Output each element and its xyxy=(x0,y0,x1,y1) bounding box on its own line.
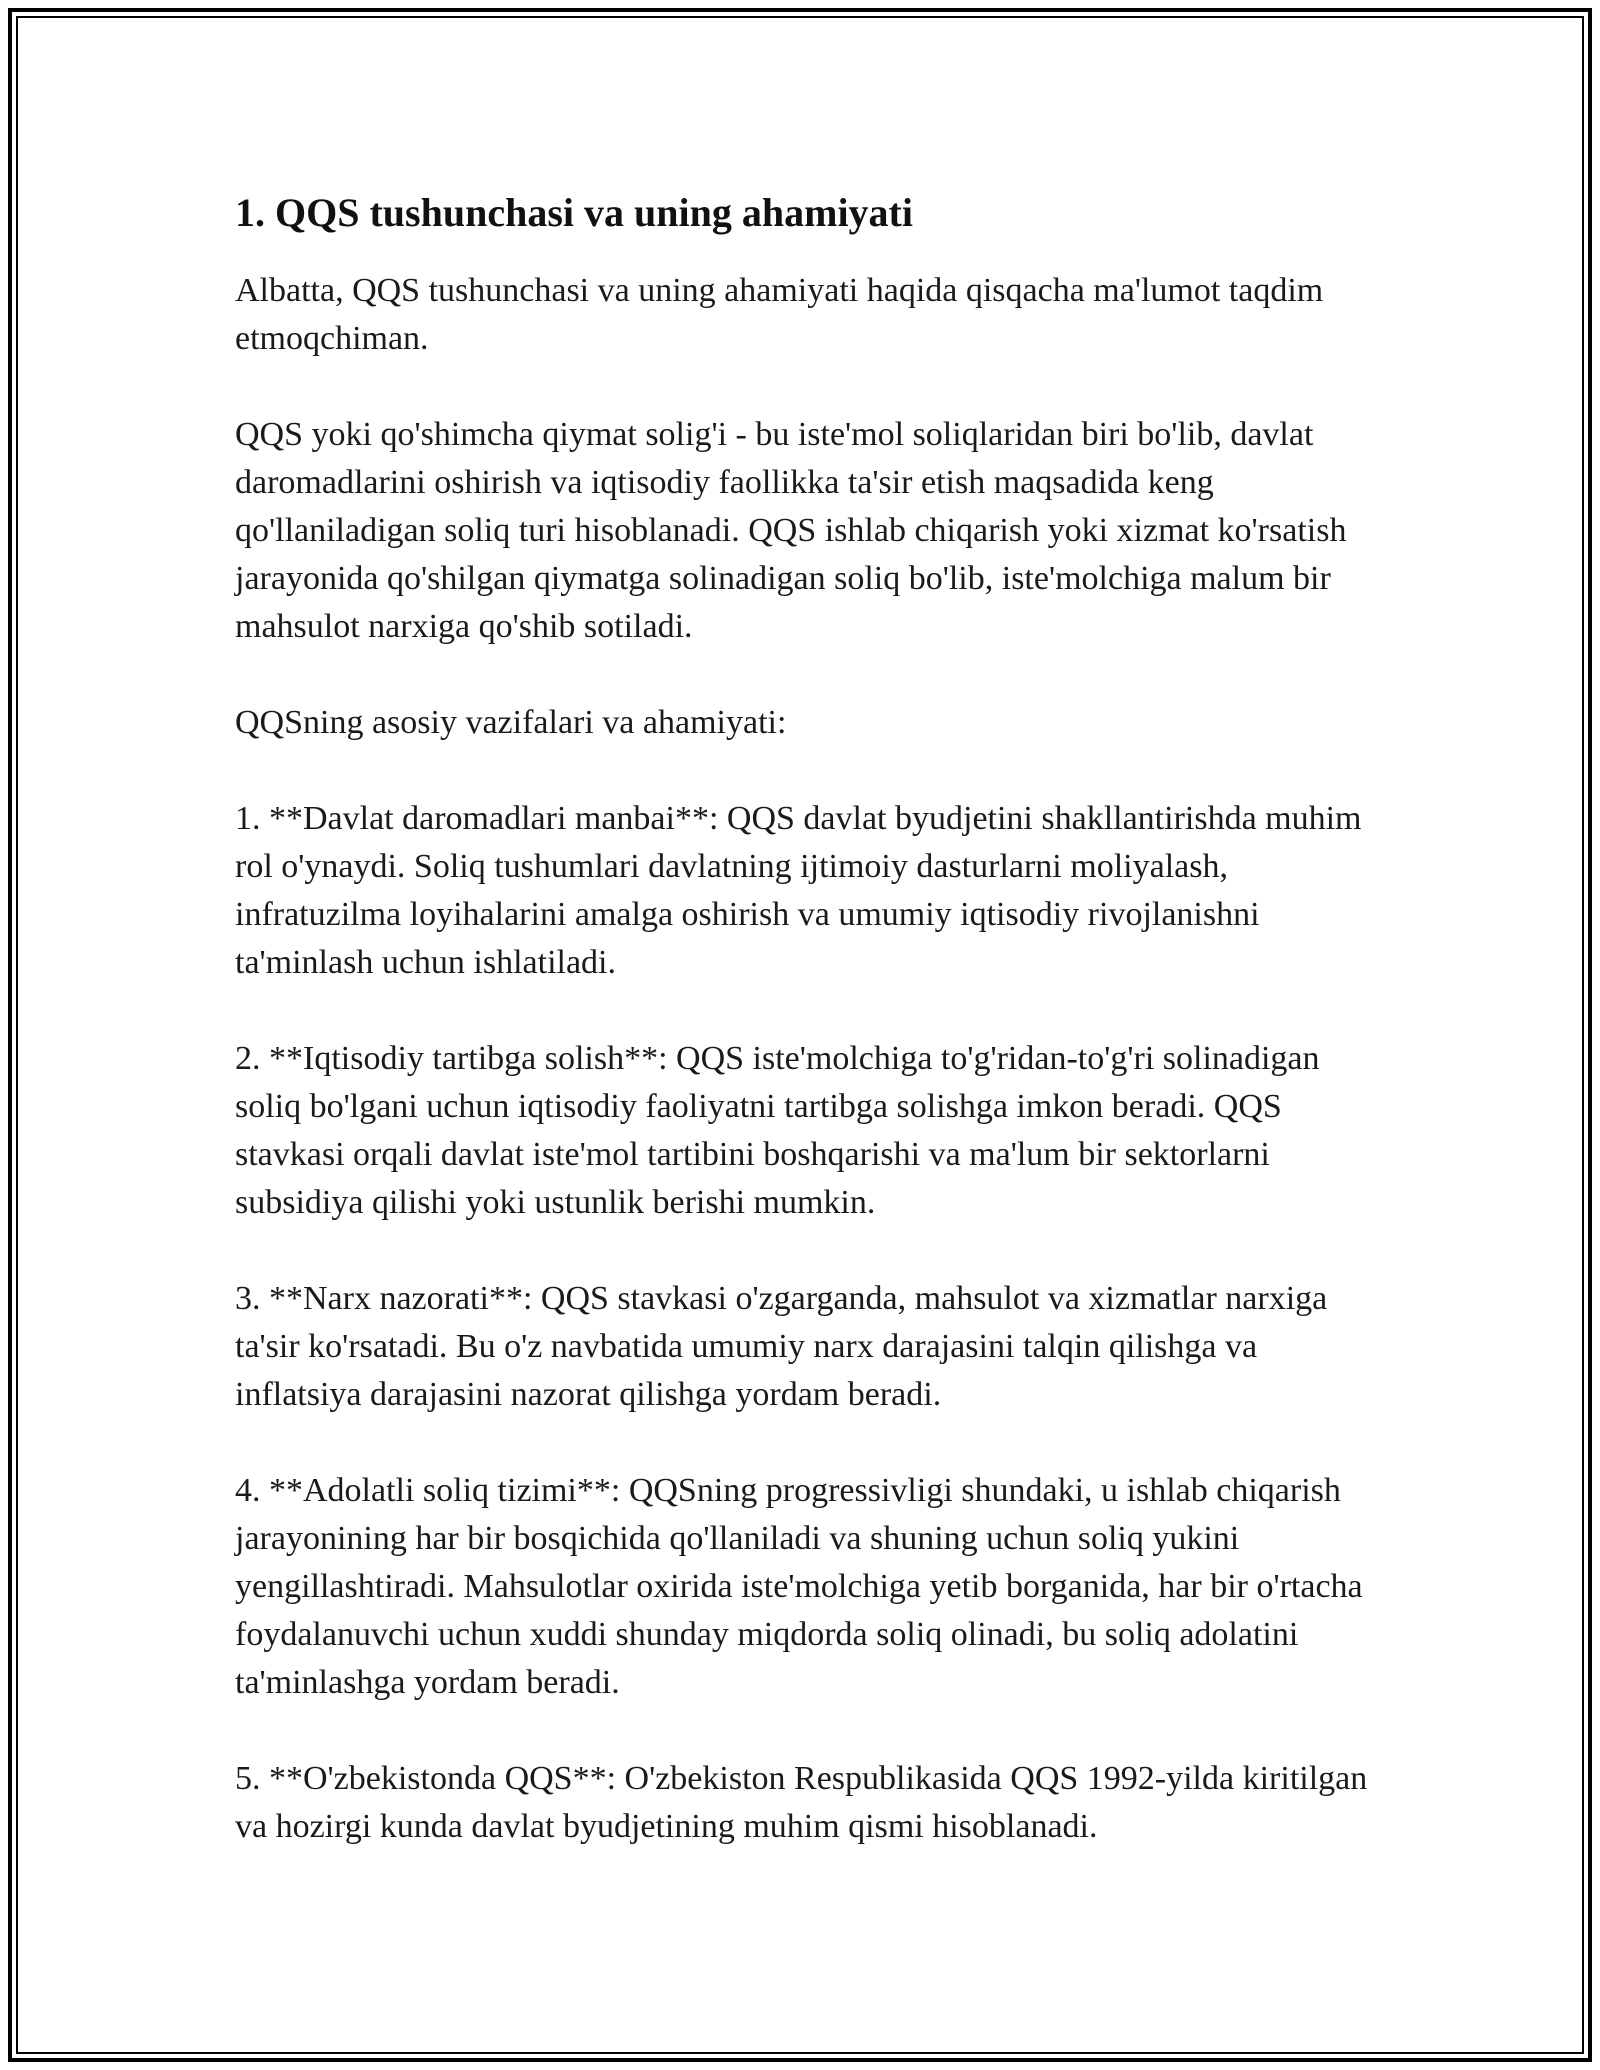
list-item-paragraph: 3. **Narx nazorati**: QQS stavkasi o'zgarganda, mahsulot va xizmatlar narxiga ta'sir ko'rsatadi. Bu o'z navbatida umumiy narx darajasini talqin qilishga va inflatsiya darajasini nazorat qilishga yordam beradi. xyxy=(235,1280,1328,1413)
list-item-paragraph: 5. **O'zbekistonda QQS**: O'zbekiston Respublikasida QQS 1992-yilda kiritilgan va hozirgi kunda davlat byudjetining muhim qismi hisoblanadi. xyxy=(235,1760,1368,1845)
list-item-paragraph: 1. **Davlat daromadlari manbai**: QQS davlat byudjetini shakllantirishda muhim rol o'ynaydi. Soliq tushumlari davlatning ijtimoiy dasturlarni moliyalash, infratuzilma loyihalarini amalga oshirish va umumiy iqtisodiy rivojlanishni ta'minlash uchun ishlatiladi. xyxy=(235,800,1362,981)
list-intro-paragraph: QQSning asosiy vazifalari va ahamiyati: xyxy=(235,704,787,741)
definition-paragraph: QQS yoki qo'shimcha qiymat solig'i - bu iste'mol soliqlaridan biri bo'lib, davlat daromadlarini oshirish va iqtisodiy faollikka ta'sir etish maqsadida keng qo'llaniladigan soliq turi hisoblanadi. QQS ishlab chiqarish yoki xizmat ko'rsatish jarayonida qo'shilgan qiymatga solinadigan soliq bo'lib, iste'molchiga malum bir mahsulot narxiga qo'shib sotiladi. xyxy=(235,416,1347,645)
section-heading: 1. QQS tushunchasi va uning ahamiyati xyxy=(235,190,913,235)
list-item-paragraph: 2. **Iqtisodiy tartibga solish**: QQS iste'molchiga to'g'ridan-to'g'ri solinadigan soliq bo'lgani uchun iqtisodiy faoliyatni tartibga solishga imkon beradi. QQS stavkasi orqali davlat iste'mol tartibini boshqarishi va ma'lum bir sektorlarni subsidiya qilishi yoki ustunlik berishi mumkin. xyxy=(235,1040,1320,1221)
intro-paragraph: Albatta, QQS tushunchasi va uning ahamiyati haqida qisqacha ma'lumot taqdim etmoqchiman. xyxy=(235,272,1324,357)
document-body xyxy=(235,185,1385,1851)
list-item-paragraph: 4. **Adolatli soliq tizimi**: QQSning progressivligi shundaki, u ishlab chiqarish jarayonining har bir bosqichida qo'llaniladi va shuning uchun soliq yukini yengillashtiradi. Mahsulotlar oxirida iste'molchiga yetib borganida, har bir o'rtacha foydalanuvchi uchun xuddi shunday miqdorda soliq olinadi, bu soliq adolatini ta'minlashga yordam beradi. xyxy=(235,1472,1363,1701)
